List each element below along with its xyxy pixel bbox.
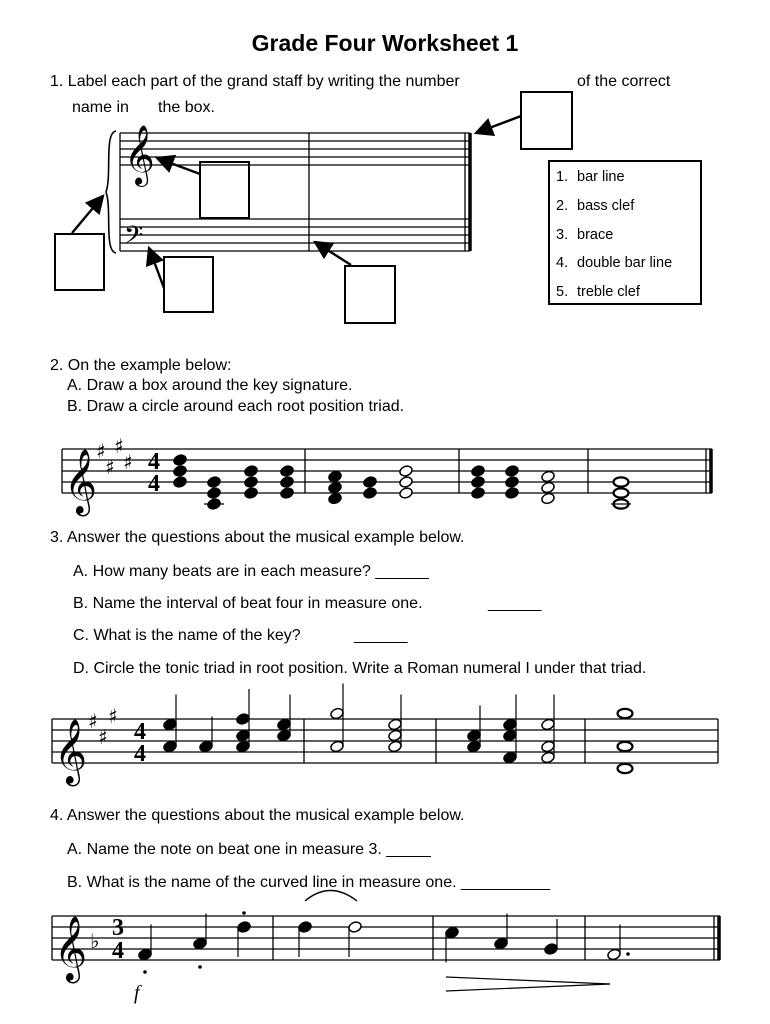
q3-intro: 3. Answer the questions about the musical example below.	[50, 529, 465, 546]
notehead	[467, 729, 482, 742]
arrow-to-double-bar	[476, 116, 521, 133]
decrescendo	[446, 977, 610, 991]
notehead	[618, 709, 633, 718]
q2-intro: 2. On the example below:	[50, 357, 232, 374]
treble-clef: 𝄞	[124, 125, 155, 185]
q3-time-bottom: 4	[134, 741, 146, 767]
notehead	[614, 477, 629, 486]
notehead	[471, 465, 486, 478]
notehead	[471, 476, 486, 489]
chord	[503, 695, 518, 764]
q3-item-d: D. Circle the tonic triad in root position. Write a Roman numeral I under that triad.	[73, 660, 647, 677]
notehead	[280, 487, 295, 500]
svg-text:♯: ♯	[114, 434, 124, 458]
notehead	[277, 718, 292, 731]
notehead	[244, 487, 259, 500]
notehead	[618, 764, 633, 773]
legend-item: 2. bass clef	[556, 198, 635, 214]
notehead	[298, 921, 313, 934]
notehead	[280, 476, 295, 489]
notehead	[328, 481, 343, 494]
notehead	[173, 476, 188, 489]
notehead	[277, 729, 292, 742]
q4-notes	[138, 911, 630, 974]
q3-time-top: 4	[134, 719, 146, 745]
q2-key-signature	[96, 434, 133, 479]
notehead	[173, 465, 188, 478]
notehead	[244, 476, 259, 489]
notehead	[237, 921, 252, 934]
notehead	[541, 751, 556, 764]
arrow-to-brace	[72, 196, 103, 233]
q3-item-b: B. Name the interval of beat four in measure one.	[73, 595, 423, 612]
notehead	[541, 481, 556, 494]
q3-chords	[163, 684, 633, 774]
bass-clef: 𝄢	[124, 221, 144, 256]
q2-treble-clef: 𝄞	[64, 449, 98, 514]
q1-instruction-line2b: the box.	[158, 99, 215, 116]
svg-text:♯: ♯	[105, 455, 115, 479]
chord	[541, 695, 556, 764]
notehead	[614, 488, 629, 497]
chord	[328, 470, 343, 505]
arrow-to-bar-line	[315, 242, 351, 265]
legend-item: 4. double bar line	[556, 255, 673, 271]
notehead	[207, 487, 222, 500]
q4-key-signature-flat: ♭	[90, 929, 100, 953]
notehead	[163, 740, 178, 753]
q2-item-a: A. Draw a box around the key signature.	[67, 377, 353, 394]
q3-item-c: C. What is the name of the key?	[73, 627, 301, 644]
staccato-dot	[143, 970, 147, 974]
chord	[611, 477, 631, 508]
notehead	[399, 465, 414, 478]
notehead	[236, 740, 251, 753]
chord	[173, 454, 188, 489]
legend-item: 5. treble clef	[556, 284, 640, 300]
notehead	[541, 718, 556, 731]
notehead	[503, 751, 518, 764]
q1-instruction-line1b: of the correct	[577, 73, 671, 90]
notehead	[363, 476, 378, 489]
q2-item-b: B. Draw a circle around each root position triad.	[67, 398, 405, 415]
notehead	[505, 476, 520, 489]
q3-item-b-blank[interactable]: ______	[488, 595, 542, 612]
chord	[471, 465, 486, 500]
q3-staff	[52, 719, 718, 763]
notehead	[348, 921, 363, 934]
chord	[607, 925, 622, 961]
q3-item-a: A. How many beats are in each measure? ______	[73, 563, 429, 580]
chord	[541, 470, 556, 505]
q4-intro: 4. Answer the questions about the musical example below.	[50, 807, 465, 824]
notehead	[505, 465, 520, 478]
answer-box-double-bar	[521, 92, 572, 149]
notehead	[207, 476, 222, 489]
q4-item-b: B. What is the name of the curved line in measure one. __________	[67, 874, 550, 891]
svg-text:♯: ♯	[123, 450, 133, 474]
augmentation-dot	[626, 952, 630, 956]
q4-item-a: A. Name the note on beat one in measure 3. _____	[67, 841, 431, 858]
notehead	[199, 740, 214, 753]
notehead	[236, 729, 251, 742]
notehead	[607, 948, 622, 961]
notehead	[494, 937, 509, 950]
chord	[244, 465, 259, 500]
chord	[445, 926, 460, 962]
notehead	[399, 487, 414, 500]
notehead	[193, 937, 208, 950]
notehead	[363, 487, 378, 500]
arrow-to-treble-clef	[157, 158, 200, 174]
arrow-to-bass-clef	[149, 248, 164, 288]
chord	[544, 919, 559, 955]
chord	[199, 717, 214, 753]
dynamic-forte: f	[134, 982, 140, 1004]
notehead	[328, 470, 343, 483]
chord	[193, 914, 208, 950]
svg-text:♯: ♯	[96, 439, 106, 463]
legend-item: 3. brace	[556, 227, 614, 243]
chord	[505, 465, 520, 500]
chord	[399, 465, 414, 500]
q3-treble-clef: 𝄞	[54, 719, 88, 784]
notehead	[541, 492, 556, 505]
answer-box-brace	[55, 234, 104, 290]
notehead	[467, 740, 482, 753]
staccato-dot	[198, 965, 202, 969]
q4-time-bottom: 4	[112, 938, 124, 964]
chord	[277, 695, 292, 742]
notehead	[445, 926, 460, 939]
slur	[305, 891, 357, 902]
chord	[467, 706, 482, 753]
q2-time-top: 4	[148, 449, 160, 475]
answer-box-bar-line	[345, 266, 395, 323]
brace	[106, 131, 116, 253]
notehead	[244, 465, 259, 478]
q3-key-signature	[88, 704, 118, 749]
notehead	[330, 740, 345, 753]
notehead	[505, 487, 520, 500]
page-title: Grade Four Worksheet 1	[251, 30, 519, 56]
svg-text:♯: ♯	[98, 725, 108, 749]
q1-instruction-line1: 1. Label each part of the grand staff by writing the number	[50, 73, 460, 90]
notehead	[544, 943, 559, 956]
chord	[237, 921, 252, 957]
chord	[236, 689, 251, 753]
chord	[388, 695, 403, 753]
q4-treble-clef: 𝄞	[54, 916, 88, 981]
chord	[163, 695, 178, 753]
notehead	[503, 718, 518, 731]
q2-time-bottom: 4	[148, 471, 160, 497]
notehead	[236, 713, 251, 726]
chord	[298, 921, 313, 957]
chord	[138, 925, 153, 961]
notehead	[541, 740, 556, 753]
q1-instruction-line2: name in	[72, 99, 129, 116]
notehead	[330, 707, 345, 720]
answer-box-treble	[200, 162, 249, 218]
notehead	[328, 492, 343, 505]
notehead	[399, 476, 414, 489]
svg-text:♯: ♯	[108, 704, 118, 728]
notehead	[388, 718, 403, 731]
chord	[280, 465, 295, 500]
q3-item-c-blank[interactable]: ______	[354, 627, 408, 644]
notehead	[618, 742, 633, 751]
staccato-dot	[242, 911, 246, 915]
notehead	[388, 740, 403, 753]
chord	[330, 684, 345, 753]
q4-time-top: 3	[112, 915, 124, 941]
notehead	[138, 948, 153, 961]
notehead	[471, 487, 486, 500]
answer-box-bass	[164, 257, 213, 312]
notehead	[541, 470, 556, 483]
notehead	[503, 729, 518, 742]
legend-item: 1. bar line	[556, 169, 625, 185]
grand-staff	[120, 133, 470, 251]
notehead	[280, 465, 295, 478]
notehead	[173, 454, 188, 467]
notehead	[388, 729, 403, 742]
chord	[363, 476, 378, 500]
chord	[348, 921, 363, 957]
chord	[494, 914, 509, 950]
svg-text:♯: ♯	[88, 709, 98, 733]
notehead	[163, 718, 178, 731]
